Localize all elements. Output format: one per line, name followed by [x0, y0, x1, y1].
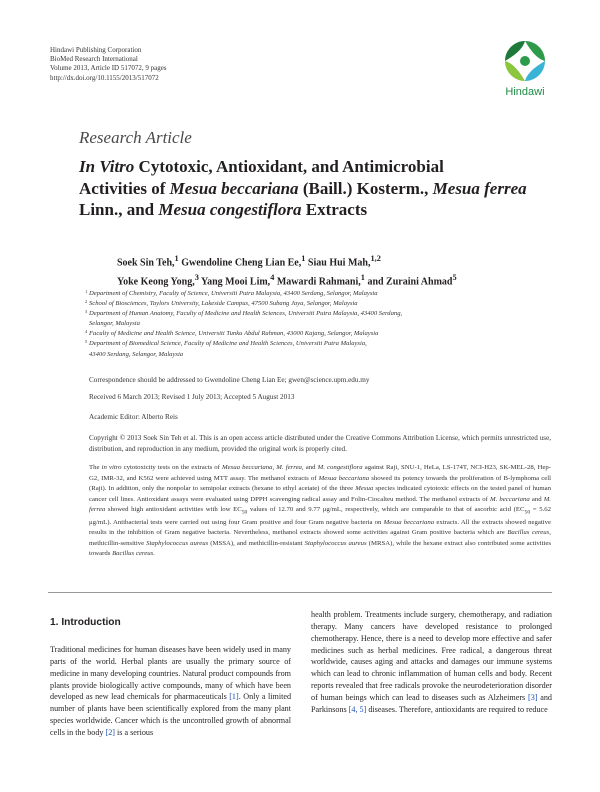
author-name: Gwendoline Cheng Lian Ee, — [178, 257, 302, 269]
publisher-name: Hindawi Publishing Corporation — [50, 46, 142, 54]
affiliation-item — [85, 299, 555, 309]
section-divider — [48, 592, 552, 593]
abstract-italic: Mesua beccariana, M. ferrea, — [222, 464, 304, 471]
citation-link[interactable]: [1] — [229, 692, 239, 702]
section-heading: 1. Introduction — [50, 617, 121, 628]
abstract-italic: in vitro — [101, 464, 122, 471]
abstract-text: and — [529, 495, 544, 503]
author-affil-number: 5 — [452, 272, 457, 282]
abstract-italic: M. ferrea — [89, 495, 551, 513]
abstract — [89, 463, 551, 560]
abstract-text: (MRSA), while the hexane extract also contributed some activities towards — [89, 539, 551, 558]
copyright-notice: Copyright © 2013 Soek Sin Teh et al. This is an open access article distributed under the Creative Commons Attribution License, which permits unrestricted use, distribution, and reproduction in any medium, provided the original work is properly cited. — [89, 434, 551, 453]
hindawi-logo — [495, 38, 555, 98]
body-text: is a serious — [115, 727, 154, 737]
abstract-italic: Bacillus cereus, — [507, 529, 551, 537]
title-species: Mesua congestiflora — [158, 200, 302, 219]
author-name: Yoke Keong Yong, — [117, 276, 195, 288]
abstract-text: species indicated cytotoxic effects on the tested panel of human cancer cell lines. Antioxidant assays were evaluated using DPPH scavenging radical assay and Folin-Ciocalteu method. The methanol extracts of — [89, 485, 551, 503]
affiliation-number: 5 — [85, 339, 88, 345]
author-affil-number: 1 — [360, 272, 365, 282]
title-line-2 — [79, 178, 559, 200]
body-text: health problem. Treatments include surgery, chemotherapy, and radiation therapy. Many cancers have developed resistance to prolonged chemotherapy. Hence, there is a need to develop more effective and safer medicines such as herbal medicines. Free radical, a dangerous threat worldwide, causes aging and attacks and damages our immune systems which can lead to chronic inflammation of human cells and body. Recent reports revealed that free radicals provoke the neurodeterioration disorder of human beings which can lead to diseases such as Alzheimers — [311, 610, 552, 702]
title-text: Extracts — [301, 200, 368, 219]
article-dates: Received 6 March 2013; Revised 1 July 2013; Accepted 5 August 2013 — [89, 393, 295, 401]
citation-link[interactable]: [4, 5] — [348, 704, 367, 714]
citation-link[interactable]: [2] — [105, 727, 115, 737]
article-title — [79, 156, 559, 221]
author-name: Siau Hui Mah, — [305, 257, 371, 269]
abstract-text: against Raji, SNU-1, HeLa, LS-174T, NCI-H23, SK-MEL-28, Hep-G2, IMR-32, and K562 were achieved using MTT assay. The methanol extracts of — [89, 464, 552, 482]
affiliation-text: Department of Human Anatomy, Faculty of Medicine and Health Sciences, Universiti Putra Malaysia, 43400 Serdang, — [89, 310, 403, 318]
article-type: Research Article — [79, 128, 192, 147]
affiliation-text: School of Biosciences, Taylors University, Lakeside Campus, 47500 Subang Jaya, Selangor, Malaysia — [89, 300, 358, 308]
affiliation-item — [85, 339, 555, 359]
body-text: and Parkinsons — [311, 692, 552, 714]
title-line-3 — [79, 199, 559, 221]
author-line — [117, 252, 537, 271]
affiliation-item — [85, 289, 555, 299]
correspondence-note: Correspondence should be addressed to Gwendoline Cheng Lian Ee; gwen@science.upm.edu.my — [89, 376, 370, 384]
abstract-italic: M. congestiflora — [317, 464, 363, 471]
author-affil-number: 1,2 — [370, 254, 381, 263]
author-line — [117, 271, 537, 290]
title-text: (Baill.) Kosterm., — [298, 178, 433, 198]
title-text: Cytotoxic, Antioxidant, and Antimicrobial — [134, 157, 444, 176]
affiliation-list — [85, 289, 555, 360]
abstract-italic: Staphylococcus aureus — [304, 539, 367, 547]
author-name: Yang Mooi Lim, — [198, 276, 271, 288]
body-text: . Only a limited number of plants have been scientifically explored from the many plant species worldwide. Cancer which is the uncontrolled growth of abnormal cells in the body — [50, 692, 292, 737]
affiliation-number: 1 — [85, 289, 88, 294]
title-species: Mesua beccariana — [169, 178, 299, 198]
affiliation-text: Department of Biomedical Science, Faculty of Medicine and Health Sciences, Universiti Putra Malaysia, — [89, 340, 367, 348]
author-name: Mawardi Rahmani, — [274, 276, 361, 288]
affiliation-item — [85, 329, 555, 339]
body-text: Traditional medicines for human diseases have been widely used in many parts of the world. Herbal plants are usually the primary source of medicine in many developing countries. Natural product compounds from plants provide biologically active compounds, many of which have been developed as new lead chemicals for pharmaceuticals — [50, 645, 291, 702]
abstract-text: The — [89, 464, 102, 471]
title-italic-in-vitro: In Vitro — [79, 157, 135, 176]
volume-info: Volume 2013, Article ID 517072, 9 pages — [50, 64, 167, 73]
author-affil-number: 1 — [301, 254, 306, 263]
affiliation-text: Selangor, Malaysia — [89, 320, 140, 328]
author-list — [117, 252, 537, 290]
abstract-text: values of 12.70 and 9.77 μg/mL, respectively, which are comparable to that of ascorbic acid (EC — [247, 506, 525, 513]
affiliation-text: Department of Chemistry, Faculty of Science, Universiti Putra Malaysia, 43400 Serdang, Selangor, Malaysia — [89, 290, 378, 297]
abstract-italic: Mesua beccariana — [318, 474, 370, 482]
abstract-text: methicillin-sensitive — [89, 539, 147, 547]
title-species: Mesua ferrea — [432, 178, 527, 198]
body-column-right — [311, 609, 552, 716]
hindawi-logo-icon — [502, 38, 548, 84]
affiliation-number: 4 — [85, 329, 88, 335]
abstract-text: cytotoxicity tests on the extracts of — [121, 464, 223, 471]
abstract-italic: Staphylococcus aureus — [146, 539, 209, 547]
publication-info — [50, 46, 167, 83]
academic-editor: Academic Editor: Alberto Reis — [89, 413, 178, 421]
author-affil-number: 4 — [270, 272, 275, 282]
title-text: Linn., and — [79, 200, 159, 219]
abstract-subscript: 50 — [241, 509, 248, 516]
abstract-italic: Mesua — [355, 485, 374, 492]
affiliation-text: 43400 Serdang, Selangor, Malaysia — [89, 350, 184, 358]
title-line-1 — [79, 156, 559, 178]
abstract-text: (MSSA), and methicillin-resistant — [208, 539, 305, 547]
author-name: and Zuraini Ahmad — [364, 276, 453, 288]
abstract-subscript: 50 — [524, 509, 531, 516]
abstract-italic: Bacillus cereus. — [112, 550, 155, 558]
citation-link[interactable]: [3] — [528, 692, 538, 702]
abstract-text: = 5.62 μg/mL). Antibacterial tests were carried out using four Gram positive and four Gram negative bacteria on — [89, 506, 552, 526]
affiliation-number: 2 — [85, 299, 88, 305]
abstract-text: extracts. All the extracts showed negative results in the inhibition of Gram negative bacteria. Nevertheless, methanol extracts showed some activities against Gram positive bacteria which are — [89, 518, 551, 537]
logo-wordmark: Hindawi — [505, 86, 545, 98]
abstract-italic: M. beccariana — [489, 495, 530, 503]
author-affil-number: 1 — [174, 254, 179, 263]
author-affil-number: 3 — [194, 272, 199, 282]
title-text: Activities of — [79, 178, 170, 198]
body-text: diseases. Therefore, antioxidants are required to reduce — [366, 704, 548, 714]
abstract-italic: Mesua beccariana — [383, 518, 435, 526]
abstract-text: and — [303, 464, 318, 471]
affiliation-item — [85, 309, 555, 329]
abstract-text: showed its potency towards the proliferation of B-lymphoma cell (Raji). In addition, only the nonpolar to semipolar extracts (hexane to ethyl acetate) of the three — [89, 474, 551, 492]
abstract-text: showed high antioxidant activities with low EC — [105, 506, 242, 513]
body-column-left — [50, 644, 291, 739]
affiliation-text: Faculty of Medicine and Health Science, Universiti Tunku Abdul Rahman, 43000 Kajang, Selangor, Malaysia — [89, 330, 379, 338]
doi-link[interactable]: http://dx.doi.org/10.1155/2013/517072 — [50, 73, 159, 82]
affiliation-number: 3 — [85, 309, 88, 315]
author-name: Soek Sin Teh, — [117, 257, 175, 269]
journal-name: BioMed Research International — [50, 55, 138, 64]
